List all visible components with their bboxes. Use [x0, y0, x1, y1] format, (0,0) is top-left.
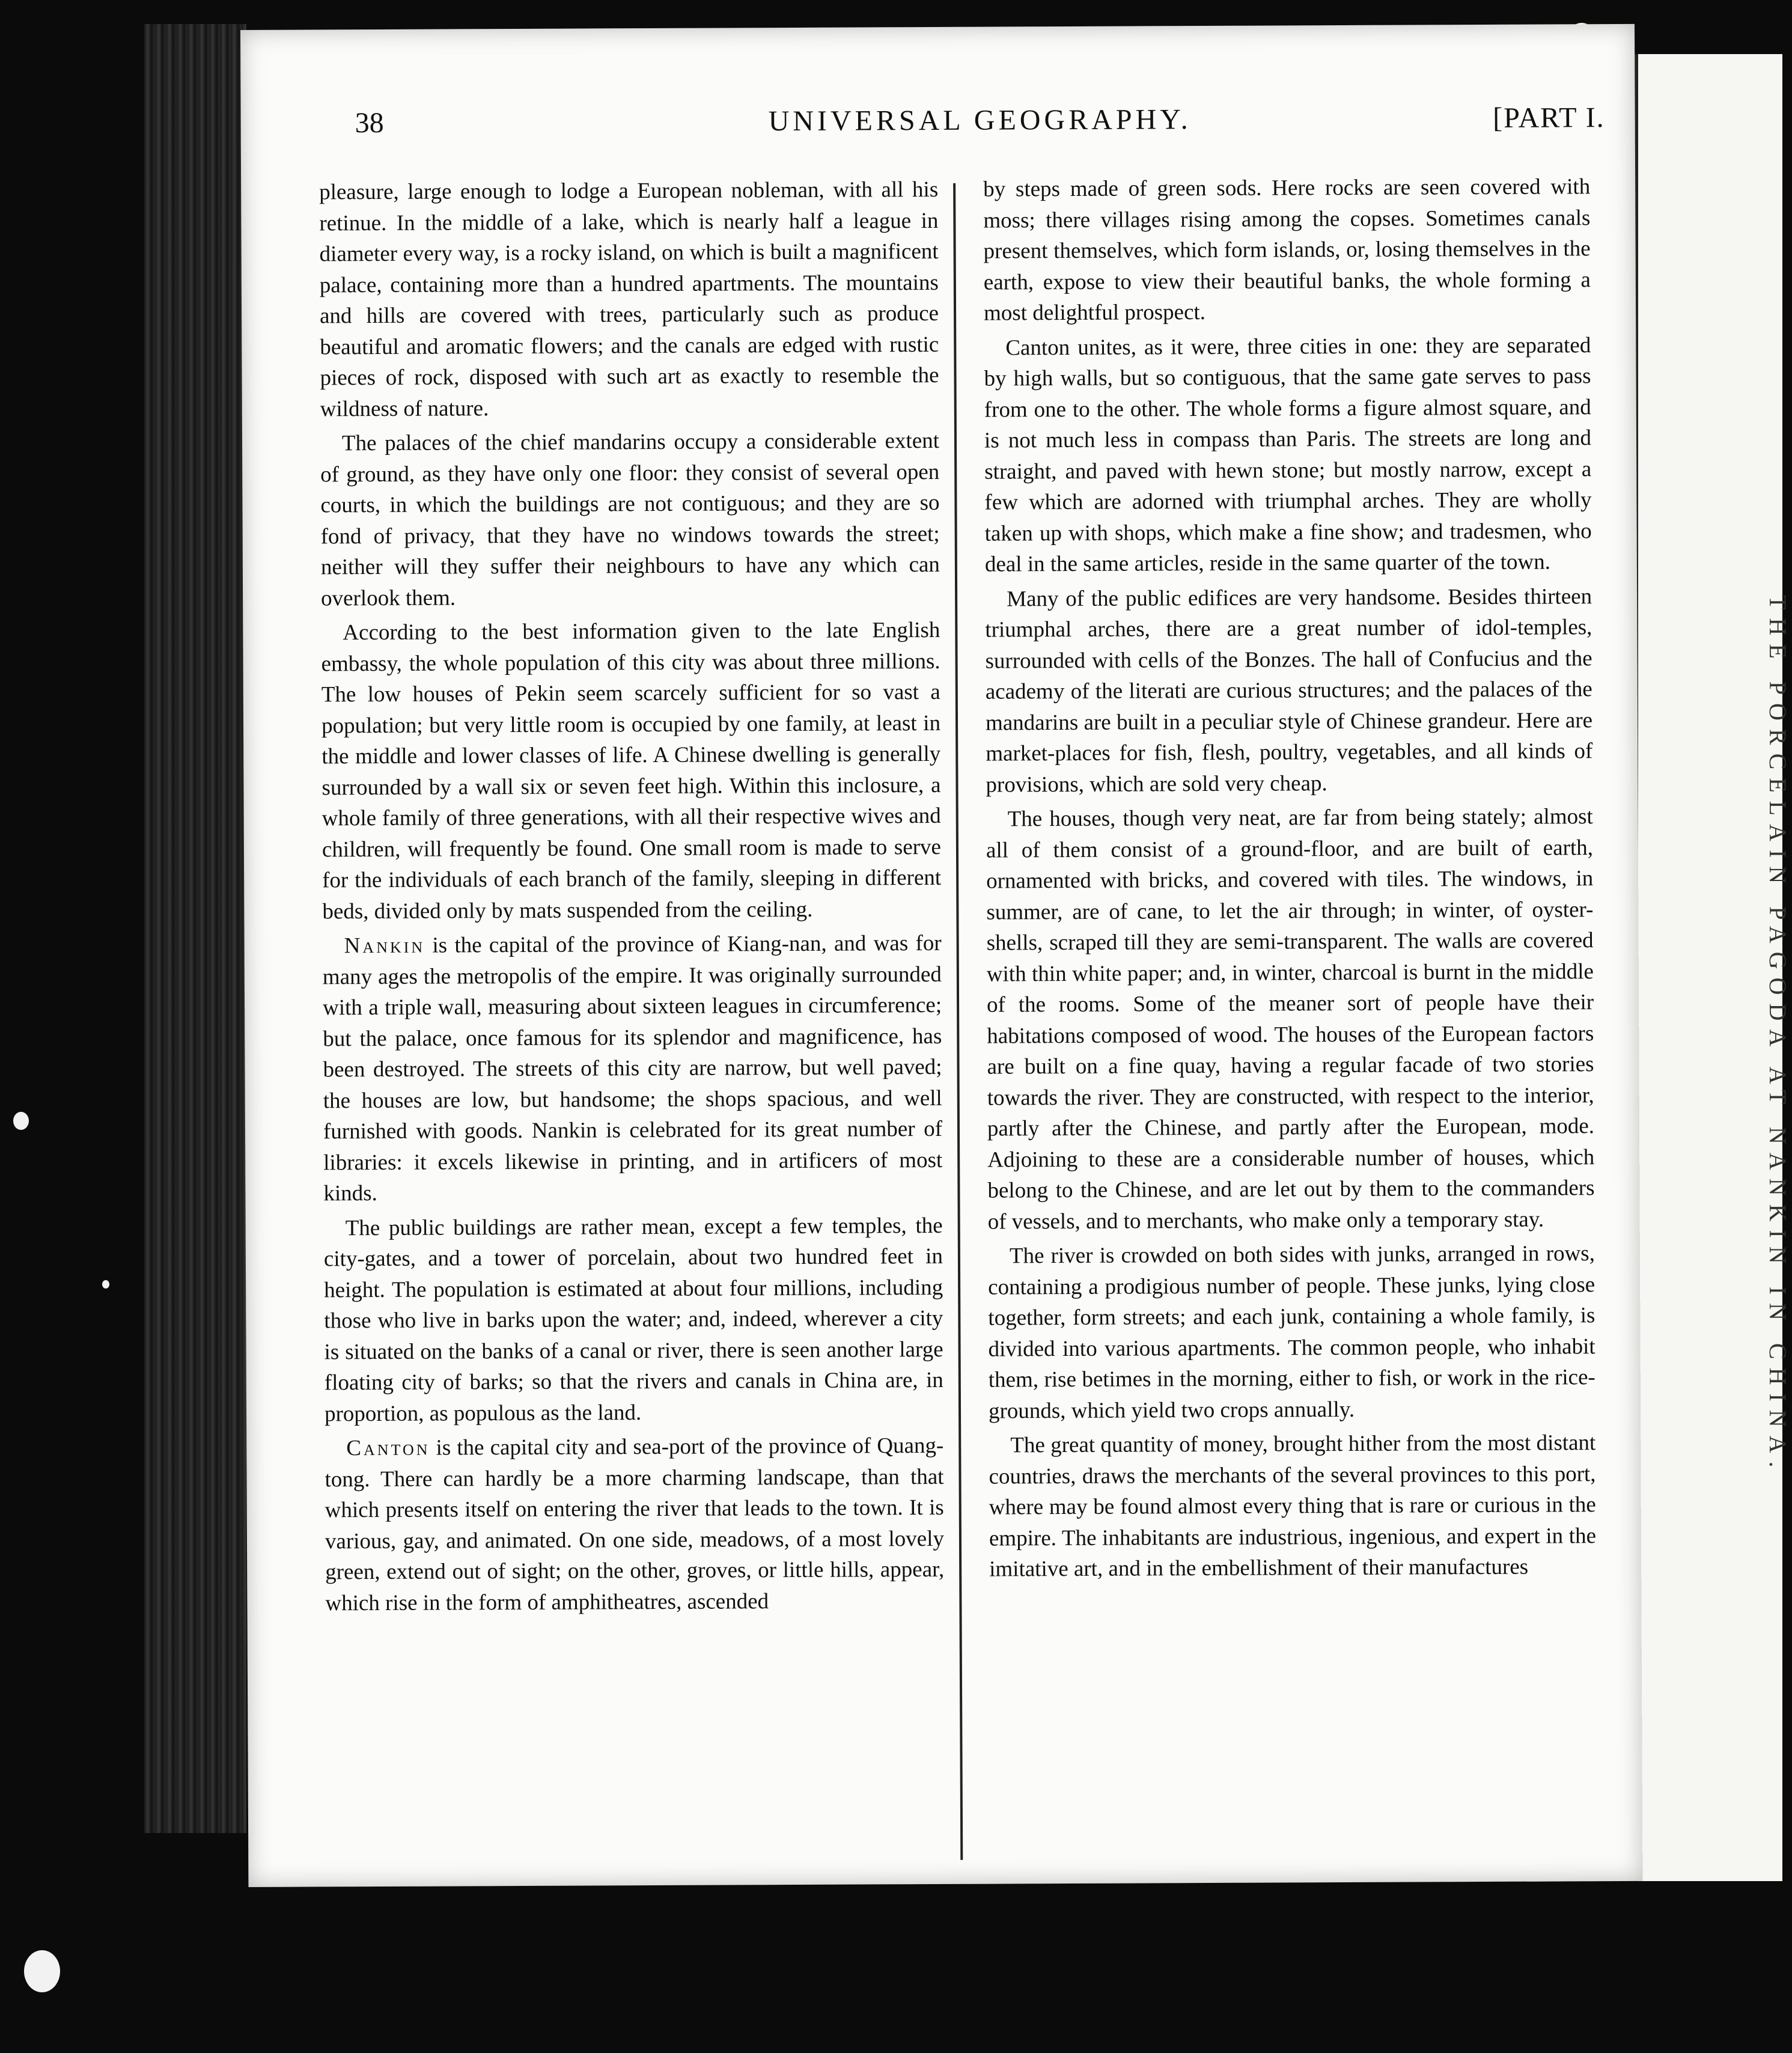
paragraph: Many of the public edifices are very handsome. Besides thirteen triumphal arches, there are a great number of idol-temples, surrounded with cells of the Bonzes. The hall of Confucius and the academy of the literati are curious structures; and the palaces of the mandarins are built in a peculiar style of Chinese grandeur. Here are market-places for fish, flesh, poultry, vegetables, and all kinds of provisions, which are sold very cheap.	[985, 584, 1593, 798]
paragraph: pleasure, large enough to lodge a European nobleman, with all his retinue. In the middle of a lake, which is nearly half a league in diameter every way, is a rocky island, on which is built a magnificent palace, containing more than a hundred apartments. The mountains and hills are covered with trees, particularly such as produce beautiful and aromatic flowers; and the canals are edged with rustic pieces of rock, disposed with such art as exactly to resemble the wildness of nature.	[319, 177, 939, 421]
paragraph: According to the best information given to the late English embassy, the whole population of this city was about three millions. The low houses of Pekin seem scarcely sufficient for so vast a population; but very little room is occupied by one family, at least in the middle and lower classes of life. A Chinese dwelling is generally surrounded by a wall six or seven feet high. Within this inclosure, a whole family of three generations, with all their respective wives and children, will frequently be found. One small room is made to serve for the individuals of each branch of the family, sleeping in different beds, divided only by mats suspended from the ceiling.	[321, 617, 942, 924]
scan-speck	[102, 1280, 109, 1289]
column-rule	[953, 183, 963, 1860]
paragraph: The public buildings are rather mean, except a few temples, the city-gates, and a tower of porcelain, about two hundred feet in height. The population is estimated at about four millions, including those who live in barks upon the water; and, indeed, wherever a city is situated on the banks of a canal or river, there is seen another large floating city of barks; so that the rivers and canals in China are, in proportion, as populous as the land.	[323, 1213, 943, 1426]
book-page	[240, 24, 1642, 1887]
scan-speck	[24, 1950, 60, 1992]
place-name: Nankin	[344, 933, 425, 959]
paragraph: The great quantity of money, brought hither from the most distant countries, draws the merchants of the several provinces to this port, where may be found almost every thing that is rare or curious in the empire. The inhabitants are industrious, ingenious, and expert in the imitative art, and in the embellishment of their manufactures	[989, 1430, 1597, 1582]
scan-speck	[13, 1112, 29, 1130]
part-label: [PART I.	[1493, 102, 1605, 134]
right-column	[983, 171, 1597, 1850]
page-header	[355, 101, 1605, 154]
facing-page-edge	[1635, 54, 1782, 1881]
left-column	[319, 174, 945, 1853]
paragraph	[323, 928, 943, 1209]
book-gutter	[144, 24, 246, 1833]
paragraph: Canton unites, as it were, three cities in one: they are separated by high walls, but so contiguous, that the same gate serves to pass from one to the other. The whole forms a figure almost square, and is not much less in compass than Paris. The streets are long and straight, and paved with hewn stone; but mostly narrow, except a few which are adorned with triumphal arches. They are wholly taken up with shops, which make a fine show; and tradesmen, who deal in the same articles, reside in the same quarter of the town.	[984, 332, 1592, 577]
paragraph-text: is the capital of the province of Kiang-nan, and was for many ages the metropolis of the empire. It was originally surrounded with a triple wall, measuring about sixteen leagues in circumference; but the palace, once famous for its splendor and magnificence, has been destroyed. The streets of this city are narrow, but well paved; the houses are low, but handsome; the shops spacious, and well furnished with goods. Nankin is celebrated for its great number of libraries: it excels likewise in printing, and in artificers of most kinds.	[322, 930, 943, 1206]
page-number: 38	[355, 106, 384, 139]
paragraph	[325, 1430, 944, 1618]
paragraph: by steps made of green sods. Here rocks are seen covered with moss; there villages rising among the copses. Sometimes canals present themselves, which form islands, or, losing themselves in the earth, expose to view their beautiful banks, the whole forming a most delightful prospect.	[983, 174, 1591, 326]
paragraph: The river is crowded on both sides with junks, arranged in rows, containing a prodigious number of people. These junks, lying close together, form streets; and each junk, containing a whole family, is divided into various apartments. The common people, who inhabit them, rise betimes in the morning, either to fish, or work in the rice-grounds, which yield two crops annually.	[988, 1241, 1595, 1424]
paragraph: The houses, though very neat, are far from being stately; almost all of them consist of a ground-floor, and are built of earth, ornamented with bricks, and covered with tiles. The windows, in summer, are of cane, to let the air through; in winter, of oyster-shells, scraped till they are semi-transparent. The walls are covered with thin white paper; and, in winter, charcoal is burnt in the middle of the rooms. Some of the meaner sort of people have their habitations composed of wood. The houses of the European factors are built on a fine quay, having a regular facade of two stories towards the river. They are constructed, with respect to the interior, partly after the Chinese, and partly after the European, mode. Adjoining to these are a considerable number of houses, which belong to the Chinese, and are let out by them to the commanders of vessels, and to merchants, who make only a temporary stay.	[986, 804, 1595, 1234]
running-title: UNIVERSAL GEOGRAPHY.	[768, 103, 1192, 138]
place-name: Canton	[346, 1435, 430, 1461]
paragraph-text: is the capital city and sea-port of the province of Quang-tong. There can hardly be a more charming landscape, than that which presents itself on entering the river that leads to the town. It is various, gay, and animated. On one side, meadows, of a most lovely green, extend out of sight; on the other, groves, or little hills, appear, which rise in the form of amphitheatres, ascended	[325, 1433, 945, 1615]
plate-caption: THE PORCELAIN PAGODA AT NANKIN IN CHINA.	[1764, 595, 1791, 1476]
paragraph: The palaces of the chief mandarins occupy a considerable extent of ground, as they have only one floor: they consist of several open courts, in which the buildings are not contiguous; and they are so fond of privacy, that they have no windows towards the street; neither will they suffer their neighbours to have any which can overlook them.	[320, 428, 940, 611]
